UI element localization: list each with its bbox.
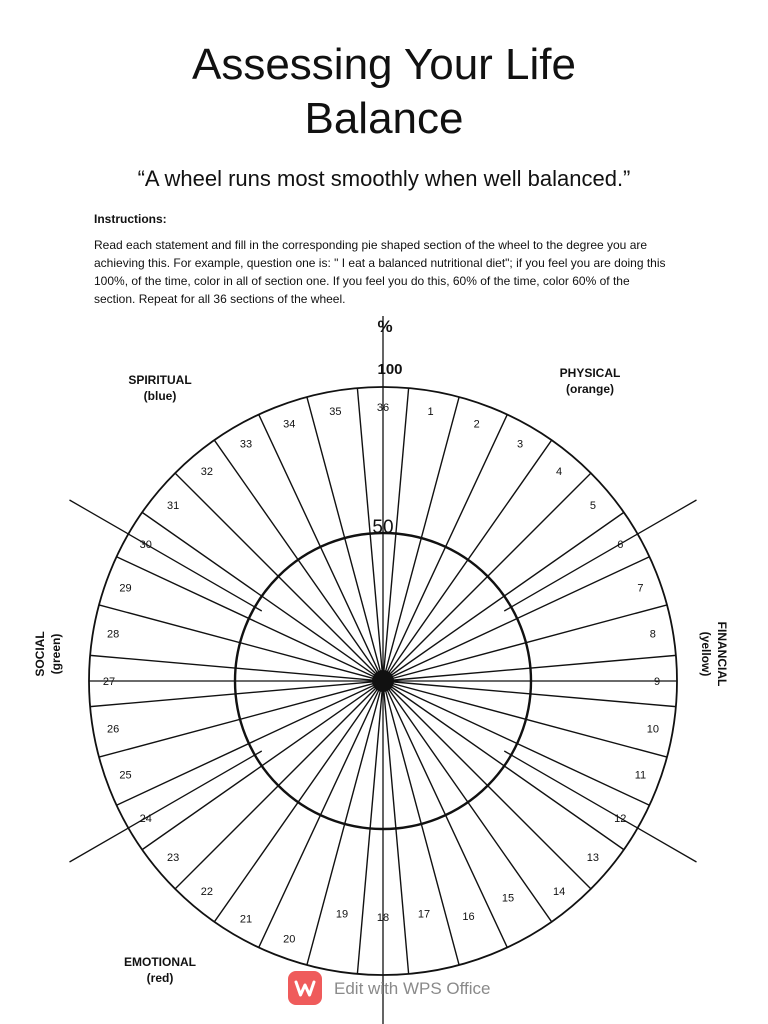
section-number: 32 <box>200 466 214 479</box>
section-number: 2 <box>473 418 480 431</box>
section-divider <box>383 681 591 889</box>
category-emotional <box>110 954 210 986</box>
section-divider <box>307 397 383 681</box>
category-color: (blue) <box>143 389 177 403</box>
section-divider <box>99 681 383 757</box>
section-number: 21 <box>239 913 253 926</box>
category-name: EMOTIONAL <box>124 955 196 969</box>
section-number: 20 <box>283 933 296 946</box>
section-number: 15 <box>501 892 515 905</box>
category-name: FINANCIAL <box>715 621 729 687</box>
instructions-heading: Instructions: <box>94 212 167 226</box>
outer-ring-label: 100 <box>377 361 403 378</box>
section-number: 1 <box>427 406 434 419</box>
section-divider <box>383 681 459 965</box>
section-number: 14 <box>552 885 566 898</box>
category-name: SOCIAL <box>33 631 47 677</box>
section-number: 34 <box>283 418 296 431</box>
category-color: (green) <box>49 633 63 675</box>
section-number: 12 <box>614 813 627 825</box>
quote: “A wheel runs most smoothly when well balanced.” <box>137 166 631 191</box>
section-number: 28 <box>107 628 120 641</box>
section-divider <box>259 681 383 947</box>
category-name: PHYSICAL <box>559 366 621 380</box>
section-number: 10 <box>646 723 659 736</box>
wps-w-glyph-icon <box>288 971 322 1005</box>
section-number: 26 <box>107 723 120 736</box>
section-number: 6 <box>617 539 624 551</box>
section-number: 13 <box>586 852 600 865</box>
section-divider <box>99 605 383 681</box>
category-color: (yellow) <box>699 631 713 677</box>
wheel-hub <box>372 670 394 692</box>
section-divider <box>259 415 383 681</box>
category-divider <box>504 751 696 865</box>
section-divider <box>307 681 383 965</box>
section-divider <box>383 473 591 681</box>
section-number: 18 <box>376 912 390 924</box>
section-number: 23 <box>166 852 180 865</box>
category-physical <box>540 365 640 397</box>
section-divider <box>175 681 383 889</box>
section-divider <box>383 557 649 681</box>
wps-office-logo-icon[interactable] <box>288 971 322 1005</box>
section-number: 35 <box>329 406 342 419</box>
section-divider <box>117 681 383 805</box>
wps-watermark-text[interactable]: Edit with WPS Office <box>334 979 491 998</box>
title-line-1: Assessing Your Life <box>191 40 577 89</box>
category-financial <box>698 604 730 704</box>
category-name: SPIRITUAL <box>128 373 192 387</box>
section-number: 31 <box>166 499 180 512</box>
category-spiritual <box>110 372 210 404</box>
category-color: (red) <box>146 971 174 985</box>
section-number: 33 <box>239 438 253 451</box>
section-number: 27 <box>102 676 116 688</box>
category-color: (orange) <box>566 382 614 396</box>
section-divider <box>383 681 649 805</box>
percent-label: % <box>377 317 393 336</box>
category-divider <box>69 500 261 611</box>
section-divider <box>383 605 667 681</box>
section-number: 4 <box>556 466 563 479</box>
section-divider <box>117 557 383 681</box>
section-divider <box>383 681 667 757</box>
section-number: 8 <box>649 628 656 641</box>
category-divider <box>69 751 261 865</box>
section-number: 24 <box>139 813 152 825</box>
section-number: 19 <box>335 908 349 921</box>
section-number: 25 <box>119 769 132 782</box>
section-number: 17 <box>417 908 431 921</box>
section-number: 3 <box>516 438 524 451</box>
section-divider <box>383 681 507 947</box>
category-divider <box>504 500 696 611</box>
section-number: 16 <box>462 910 475 923</box>
section-divider <box>175 473 383 681</box>
section-number: 36 <box>376 402 390 414</box>
inner-ring-label: 50 <box>372 517 394 538</box>
section-number: 30 <box>139 539 152 551</box>
title-line-2: Balance <box>304 94 464 143</box>
instructions-body: Read each statement and fill in the corresponding pie shaped section of the wheel to the degree you are achieving this. For example, question one is: " I eat a balanced nutritional diet"; if you feel you are doing this 100%, of the time, color in all of section one. If you feel you do this, 60% of the time, color 60% of the section. Repeat for all 36 sections of the wheel. <box>94 238 666 306</box>
section-number: 5 <box>589 499 596 512</box>
section-number: 11 <box>634 769 647 782</box>
section-number: 9 <box>653 676 661 688</box>
section-number: 29 <box>119 582 132 595</box>
section-divider <box>383 397 459 681</box>
section-number: 7 <box>637 582 644 595</box>
section-divider <box>383 415 507 681</box>
section-number: 22 <box>200 885 214 898</box>
category-social <box>32 604 64 704</box>
